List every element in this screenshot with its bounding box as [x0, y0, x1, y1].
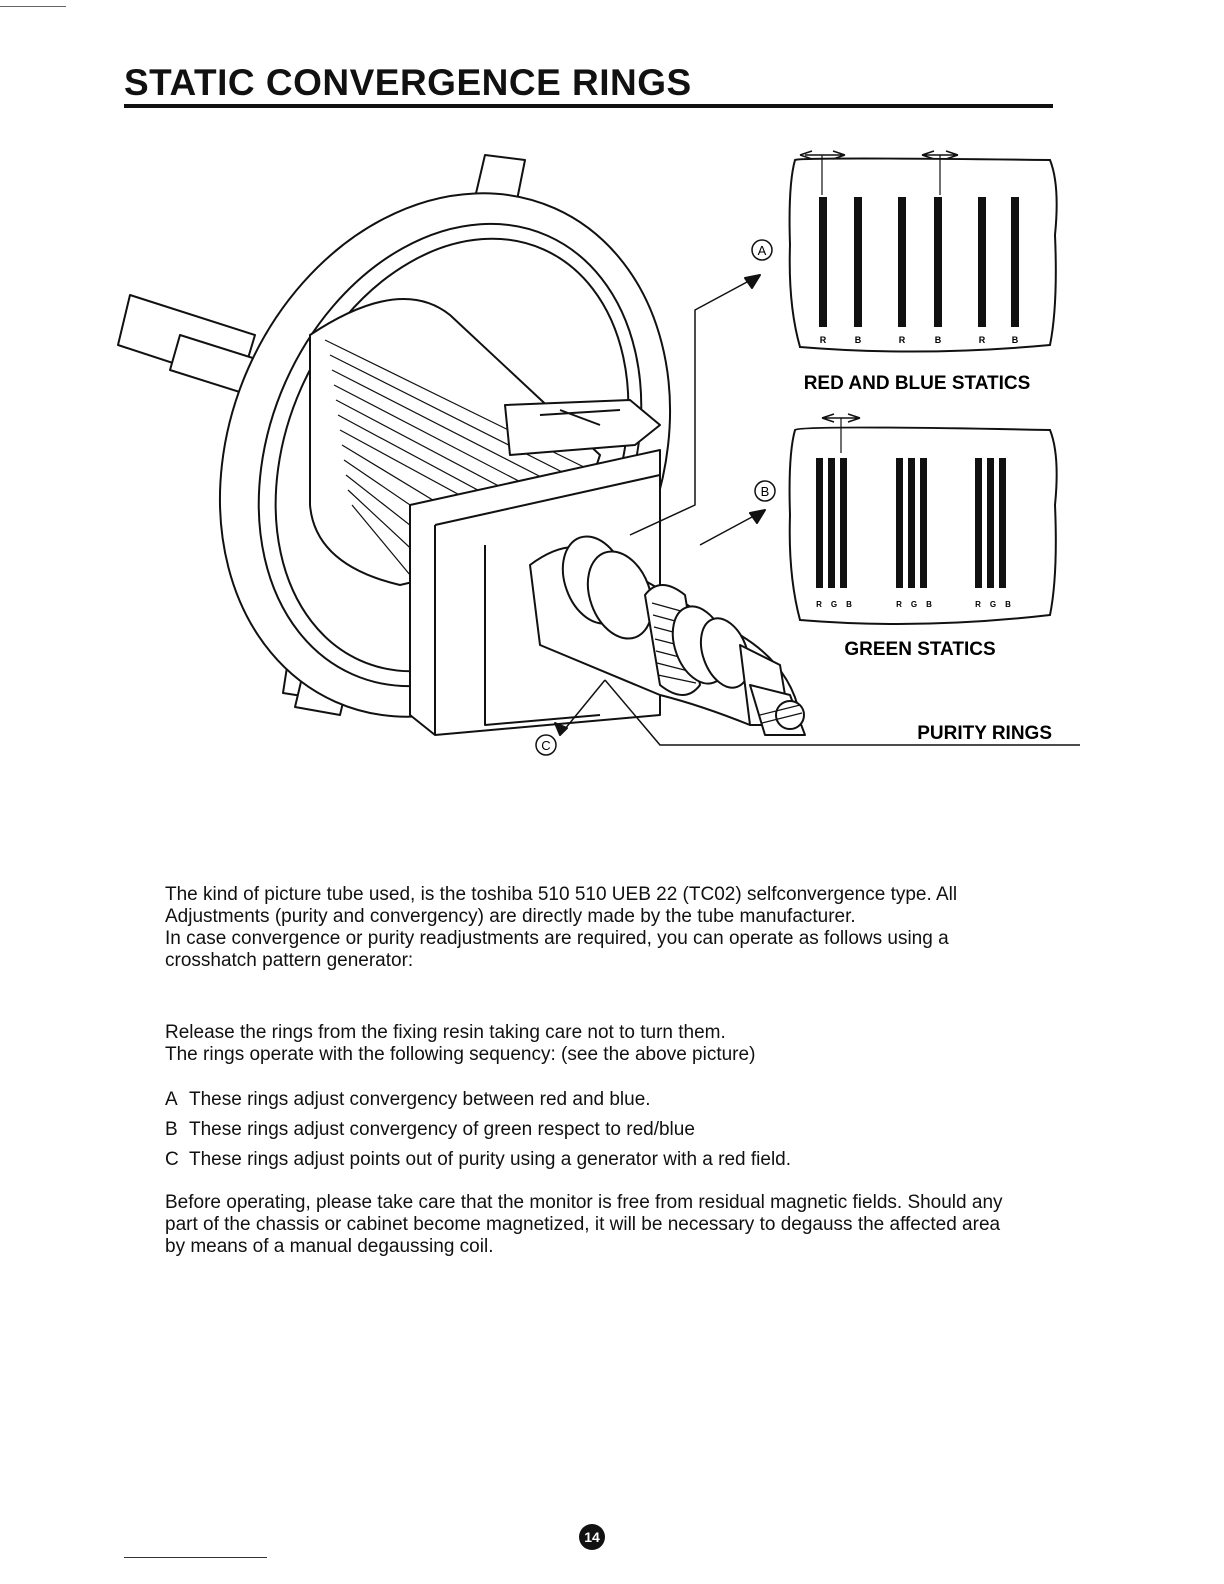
footer-rule — [124, 1557, 267, 1558]
bar-label-green: G — [830, 600, 838, 609]
step-letter: B — [165, 1119, 178, 1140]
bar-label-blue: B — [926, 600, 932, 609]
step-letter: A — [165, 1089, 178, 1110]
crt-neck-diagram — [100, 125, 1080, 785]
bar-label-blue: B — [846, 600, 852, 609]
degauss-paragraph: Before operating, please take care that the monitor is free from residual magnetic fields. Should any part of the chassis or cabinet become magnetized, it will be necessary to degauss the affected area by means of a manual degaussing coil. — [165, 1192, 1003, 1257]
bar-label-red: R — [978, 335, 986, 345]
step-text: These rings adjust convergency between red and blue. — [189, 1089, 651, 1110]
arrow-a-icon — [745, 275, 760, 288]
arrow-c-icon — [555, 723, 567, 735]
list-item — [165, 1089, 1015, 1111]
svg-text:C: C — [541, 738, 551, 753]
purity-rings-label: PURITY RINGS — [917, 723, 1052, 744]
svg-text:A: A — [757, 243, 767, 258]
page-title: STATIC CONVERGENCE RINGS — [124, 62, 692, 103]
ring-steps-list — [165, 1089, 1015, 1179]
intro-paragraph: The kind of picture tube used, is the toshiba 510 510 UEB 22 (TC02) selfconvergence type. All Adjustments (purity and convergency) are directly made by the tube manufacturer. In case convergence or purity readjustments are required, you can operate as follows using a crosshatch pattern generator: — [165, 884, 958, 971]
statics-bars-green — [816, 458, 1006, 588]
bar-label-red: R — [816, 600, 822, 609]
red-blue-statics-panel — [790, 151, 1057, 394]
step-text: These rings adjust convergency of green respect to red/blue — [189, 1119, 695, 1140]
callout-b — [755, 481, 775, 501]
bar-label-red: R — [896, 600, 902, 609]
bar-label-green: G — [989, 600, 997, 609]
green-statics-panel — [790, 414, 1057, 660]
bar-label-red: R — [898, 335, 906, 345]
bar-label-green: G — [910, 600, 918, 609]
bar-label-red: R — [975, 600, 981, 609]
list-item — [165, 1119, 1015, 1141]
corner-rule — [0, 6, 66, 7]
bar-label-blue: B — [854, 335, 862, 345]
bar-label-blue: B — [1005, 600, 1011, 609]
page-number: 14 — [579, 1524, 605, 1550]
bar-label-red: R — [819, 335, 827, 345]
step-letter: C — [165, 1149, 179, 1170]
title-underline — [124, 104, 1053, 108]
bar-label-blue: B — [1011, 335, 1019, 345]
svg-text:B: B — [760, 484, 770, 499]
callout-a — [752, 240, 772, 260]
list-item — [165, 1149, 1015, 1171]
red-blue-statics-caption: RED AND BLUE STATICS — [803, 373, 1031, 394]
bar-label-blue: B — [934, 335, 942, 345]
green-statics-caption: GREEN STATICS — [844, 639, 996, 660]
arrow-b-icon — [750, 510, 765, 523]
release-paragraph: Release the rings from the fixing resin taking care not to turn them. The rings operate with the following sequency: (see the above picture) — [165, 1022, 756, 1065]
step-text: These rings adjust points out of purity using a generator with a red field. — [189, 1149, 792, 1170]
callout-c — [536, 735, 556, 755]
